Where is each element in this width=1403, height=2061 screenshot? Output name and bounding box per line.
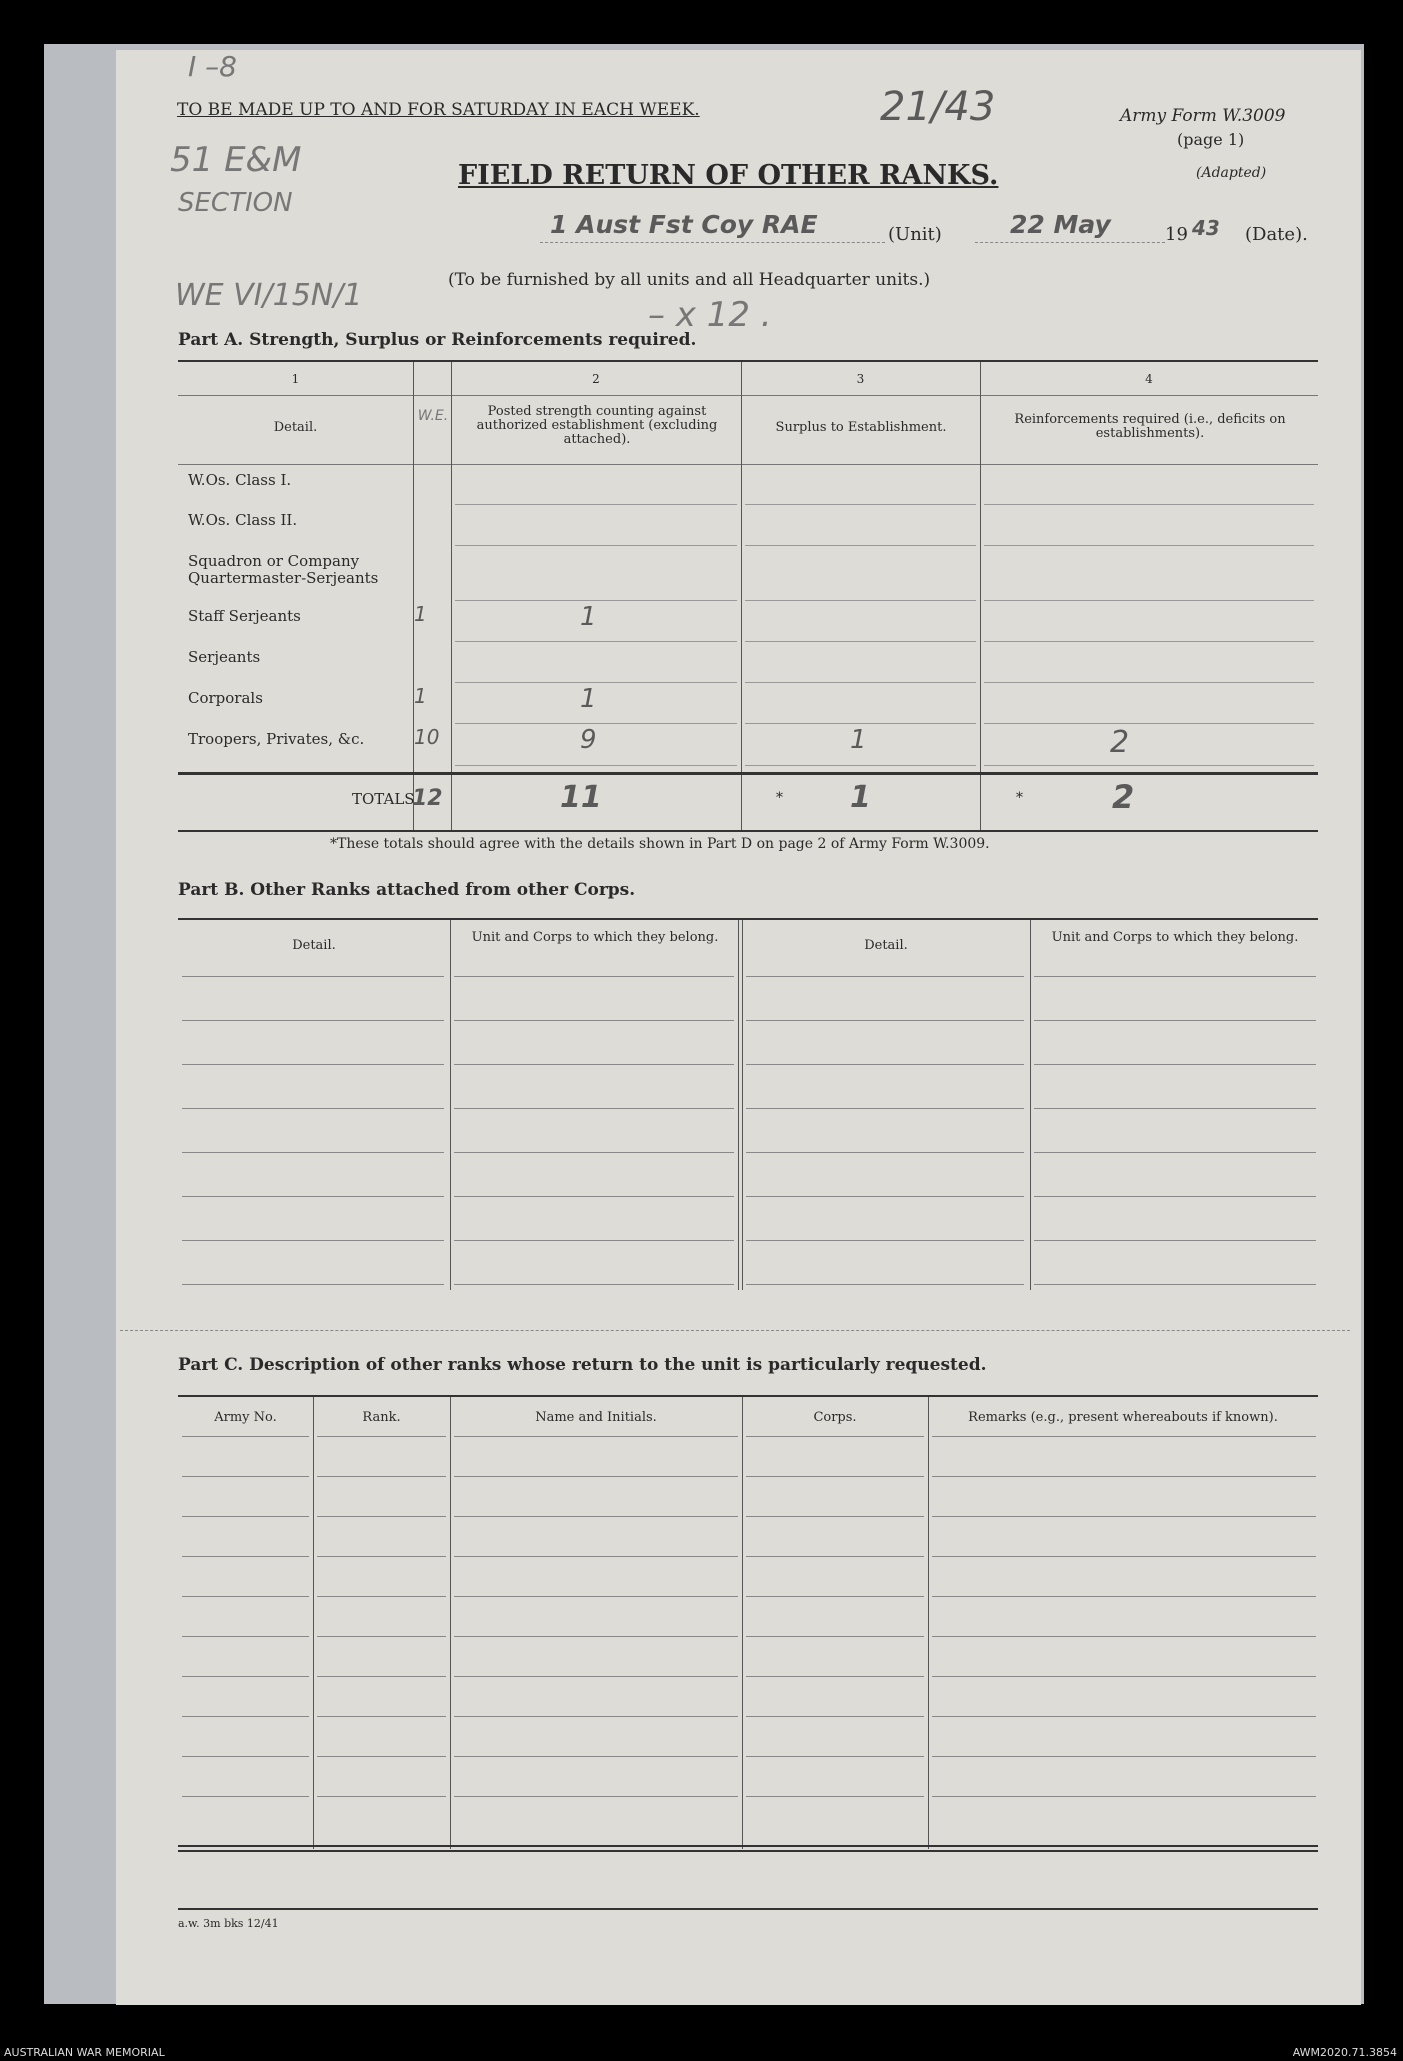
part-c-rule bbox=[932, 1676, 1316, 1677]
part-c-rule bbox=[746, 1556, 924, 1557]
part-c-header-corps: Corps. bbox=[813, 1410, 857, 1425]
row-detail: Serjeants bbox=[188, 648, 261, 666]
part-c-rule bbox=[317, 1716, 446, 1717]
row-rule bbox=[455, 682, 737, 683]
row-rule bbox=[745, 641, 976, 642]
instruction-line: TO BE MADE UP TO AND FOR SATURDAY IN EACH WEEK. bbox=[177, 100, 700, 120]
part-b-rule bbox=[182, 1020, 444, 1021]
part-b-rule bbox=[746, 1152, 1024, 1153]
part-c-header-army-no: Army No. bbox=[214, 1410, 277, 1425]
part-c-rule bbox=[454, 1636, 738, 1637]
part-b-rule bbox=[182, 1064, 444, 1065]
part-c-double-rule-1 bbox=[178, 1845, 1318, 1847]
part-c-rule bbox=[317, 1676, 446, 1677]
part-c-rule bbox=[182, 1436, 309, 1437]
print-code: a.w. 3m bks 12/41 bbox=[178, 1917, 279, 1930]
part-a-header-rule bbox=[178, 464, 1318, 465]
date-field-line bbox=[975, 242, 1165, 243]
handwritten-we-ref: WE VI/15N/1 bbox=[175, 278, 363, 313]
part-b-rule bbox=[1034, 1020, 1316, 1021]
part-c-rule bbox=[932, 1436, 1316, 1437]
part-a-totals-rule bbox=[178, 772, 1318, 775]
part-c-rule bbox=[182, 1716, 309, 1717]
part-b-rule bbox=[1034, 1196, 1316, 1197]
part-b-rule bbox=[182, 1196, 444, 1197]
date-label: (Date). bbox=[1245, 224, 1308, 245]
part-c-rule bbox=[746, 1436, 924, 1437]
part-b-rule bbox=[746, 1020, 1024, 1021]
row-rule bbox=[455, 723, 737, 724]
part-c-rule bbox=[454, 1796, 738, 1797]
part-c-rule bbox=[746, 1716, 924, 1717]
part-c-rule bbox=[317, 1556, 446, 1557]
part-b-rule bbox=[454, 1152, 734, 1153]
part-c-rule bbox=[746, 1516, 924, 1517]
row-detail: Troopers, Privates, &c. bbox=[188, 730, 365, 748]
part-b-rule bbox=[182, 976, 444, 977]
part-c-rule bbox=[182, 1596, 309, 1597]
part-c-rule bbox=[454, 1436, 738, 1437]
part-c-rule bbox=[932, 1716, 1316, 1717]
part-c-rule bbox=[317, 1516, 446, 1517]
col-number-2: 2 bbox=[592, 372, 600, 386]
part-c-rule bbox=[182, 1516, 309, 1517]
part-b-header-detail-2: Detail. bbox=[864, 938, 908, 953]
row-rule bbox=[984, 765, 1314, 766]
part-b-rule bbox=[1034, 1108, 1316, 1109]
part-c-rule bbox=[454, 1596, 738, 1597]
part-a-col-num-rule bbox=[178, 395, 1318, 396]
handwritten-section: 51 E&M bbox=[170, 140, 302, 180]
row-rule bbox=[455, 600, 737, 601]
part-b-header-unit-2: Unit and Corps to which they belong. bbox=[1051, 930, 1299, 945]
row-rule bbox=[745, 600, 976, 601]
header-surplus: Surplus to Establishment. bbox=[775, 420, 947, 435]
part-c-divider-3 bbox=[742, 1397, 743, 1849]
row-rule bbox=[745, 504, 976, 505]
row-posted: 9 bbox=[580, 725, 597, 755]
part-c-rule bbox=[746, 1676, 924, 1677]
part-a-bottom-rule bbox=[178, 830, 1318, 832]
part-c-top-rule bbox=[178, 1395, 1318, 1397]
row-rule bbox=[455, 641, 737, 642]
part-c-rule bbox=[932, 1556, 1316, 1557]
part-b-header-unit-1: Unit and Corps to which they belong. bbox=[471, 930, 719, 945]
part-b-divider-2 bbox=[738, 920, 739, 1290]
part-c-rule bbox=[932, 1796, 1316, 1797]
part-b-rule bbox=[1034, 1064, 1316, 1065]
part-b-rule bbox=[182, 1240, 444, 1241]
form-number: Army Form W.3009 bbox=[1120, 106, 1286, 126]
part-c-divider-4 bbox=[928, 1397, 929, 1849]
totals-we: 12 bbox=[412, 786, 443, 811]
part-c-rule bbox=[454, 1516, 738, 1517]
part-a-we-divider-2 bbox=[451, 362, 452, 832]
row-we: 1 bbox=[414, 684, 427, 708]
part-c-heading: Part C. Description of other ranks whose return to the unit is particularly requested. bbox=[178, 1355, 987, 1375]
totals-label: TOTALS bbox=[352, 790, 415, 808]
row-posted: 1 bbox=[580, 602, 597, 632]
part-c-rule bbox=[317, 1796, 446, 1797]
row-rule bbox=[984, 682, 1314, 683]
part-c-rule bbox=[454, 1716, 738, 1717]
part-c-rule bbox=[182, 1676, 309, 1677]
part-a-top-rule bbox=[178, 360, 1318, 362]
handwritten-year: 43 bbox=[1192, 216, 1220, 240]
row-rule bbox=[745, 545, 976, 546]
part-b-divider-4 bbox=[1030, 920, 1031, 1290]
part-b-divider-1 bbox=[450, 920, 451, 1290]
row-rule bbox=[984, 545, 1314, 546]
part-c-divider-1 bbox=[313, 1397, 314, 1849]
part-b-rule bbox=[746, 976, 1024, 977]
part-c-rule bbox=[746, 1756, 924, 1757]
row-rule bbox=[745, 765, 976, 766]
footer-left: AUSTRALIAN WAR MEMORIAL bbox=[4, 2046, 165, 2059]
part-b-rule bbox=[454, 1108, 734, 1109]
part-c-rule bbox=[746, 1596, 924, 1597]
part-b-rule bbox=[1034, 976, 1316, 977]
part-c-header-remarks: Remarks (e.g., present whereabouts if known). bbox=[968, 1410, 1278, 1425]
header-detail: Detail. bbox=[273, 420, 318, 435]
row-we: 1 bbox=[414, 602, 427, 626]
totals-posted: 11 bbox=[560, 780, 602, 815]
row-detail: Corporals bbox=[188, 689, 263, 707]
part-a-heading: Part A. Strength, Surplus or Reinforcements required. bbox=[178, 330, 697, 350]
part-a-col4-divider bbox=[980, 362, 981, 832]
part-b-rule bbox=[454, 1240, 734, 1241]
part-a-col3-divider bbox=[741, 362, 742, 832]
form-title: FIELD RETURN OF OTHER RANKS. bbox=[458, 160, 999, 191]
part-c-rule bbox=[932, 1756, 1316, 1757]
part-c-rule bbox=[317, 1596, 446, 1597]
handwritten-top-mark: I –8 bbox=[188, 50, 237, 83]
part-b-heading: Part B. Other Ranks attached from other Corps. bbox=[178, 880, 636, 900]
part-c-header-name: Name and Initials. bbox=[535, 1410, 657, 1425]
col-number-1: 1 bbox=[291, 372, 300, 386]
part-b-rule bbox=[454, 1196, 734, 1197]
handwritten-date: 22 May bbox=[1010, 210, 1111, 239]
row-we: 10 bbox=[414, 725, 440, 749]
part-b-header-detail-1: Detail. bbox=[292, 938, 336, 953]
row-rule bbox=[455, 765, 737, 766]
handwritten-section-sub: SECTION bbox=[178, 188, 293, 218]
part-b-rule bbox=[1034, 1152, 1316, 1153]
part-c-rule bbox=[317, 1636, 446, 1637]
header-reinforcements: Reinforcements required (i.e., deficits on establishments). bbox=[1014, 412, 1286, 441]
part-c-rule bbox=[454, 1756, 738, 1757]
unit-field-line bbox=[540, 242, 885, 243]
furnish-note: (To be furnished by all units and all Headquarter units.) bbox=[448, 270, 931, 290]
col-number-4: 4 bbox=[1145, 372, 1153, 386]
part-c-rule bbox=[317, 1756, 446, 1757]
part-c-rule bbox=[932, 1596, 1316, 1597]
totals-reinf-asterisk: * bbox=[1016, 790, 1023, 806]
part-b-rule bbox=[1034, 1284, 1316, 1285]
row-rule bbox=[984, 641, 1314, 642]
part-c-rule bbox=[746, 1476, 924, 1477]
part-c-rule bbox=[932, 1516, 1316, 1517]
totals-surplus: 1 bbox=[850, 780, 871, 815]
part-b-rule bbox=[746, 1108, 1024, 1109]
part-c-rule bbox=[454, 1476, 738, 1477]
part-a-we-divider bbox=[413, 362, 414, 832]
part-b-rule bbox=[454, 976, 734, 977]
part-c-rule bbox=[182, 1556, 309, 1557]
part-c-rule bbox=[746, 1636, 924, 1637]
row-rule bbox=[984, 600, 1314, 601]
row-rule bbox=[984, 504, 1314, 505]
part-c-rule bbox=[317, 1476, 446, 1477]
col-number-3: 3 bbox=[856, 372, 865, 386]
part-c-rule bbox=[454, 1556, 738, 1557]
totals-reinf: 2 bbox=[1112, 778, 1135, 816]
part-c-rule bbox=[454, 1676, 738, 1677]
part-c-double-rule-2 bbox=[178, 1850, 1318, 1852]
part-b-rule bbox=[454, 1284, 734, 1285]
part-c-rule bbox=[932, 1476, 1316, 1477]
footer-right: AWM2020.71.3854 bbox=[1292, 2046, 1397, 2059]
part-b-rule bbox=[746, 1064, 1024, 1065]
handwritten-ref-number: 21/43 bbox=[880, 84, 996, 130]
adapted-label: (Adapted) bbox=[1196, 165, 1267, 181]
part-c-rule bbox=[182, 1756, 309, 1757]
header-posted: Posted strength counting against authorized establishment (excluding attached). bbox=[476, 404, 718, 447]
totals-surplus-asterisk: * bbox=[776, 790, 783, 806]
part-b-rule bbox=[182, 1284, 444, 1285]
page-number: (page 1) bbox=[1177, 130, 1245, 149]
part-b-rule bbox=[746, 1284, 1024, 1285]
header-we: W.E. bbox=[417, 408, 449, 424]
part-c-rule bbox=[932, 1636, 1316, 1637]
row-rule bbox=[984, 723, 1314, 724]
part-b-rule bbox=[746, 1240, 1024, 1241]
row-rule bbox=[745, 723, 976, 724]
row-rule bbox=[455, 545, 737, 546]
part-c-rule bbox=[182, 1796, 309, 1797]
part-b-rule bbox=[182, 1152, 444, 1153]
part-c-bottom-rule bbox=[178, 1908, 1318, 1910]
row-detail: Squadron or Company Quartermaster-Serjeants bbox=[188, 552, 379, 587]
row-detail: Staff Serjeants bbox=[188, 607, 301, 625]
row-surplus: 1 bbox=[850, 725, 867, 755]
part-b-rule bbox=[1034, 1240, 1316, 1241]
row-posted: 1 bbox=[580, 684, 597, 714]
unit-label: (Unit) bbox=[888, 224, 942, 245]
part-b-rule bbox=[454, 1064, 734, 1065]
part-c-rule bbox=[182, 1476, 309, 1477]
part-c-rule bbox=[317, 1436, 446, 1437]
part-b-rule bbox=[454, 1020, 734, 1021]
part-c-header-rank: Rank. bbox=[362, 1410, 401, 1425]
row-rule bbox=[455, 504, 737, 505]
row-rule bbox=[745, 682, 976, 683]
row-detail: W.Os. Class I. bbox=[188, 471, 292, 489]
row-detail: W.Os. Class II. bbox=[188, 511, 298, 529]
part-b-top-rule bbox=[178, 918, 1318, 920]
handwritten-unit: 1 Aust Fst Coy RAE bbox=[550, 210, 818, 239]
part-c-rule bbox=[182, 1636, 309, 1637]
part-a-footnote: *These totals should agree with the details shown in Part D on page 2 of Army Form W.3009. bbox=[330, 836, 990, 852]
row-reinf: 2 bbox=[1110, 725, 1130, 760]
handwritten-x12: – x 12 . bbox=[648, 295, 772, 335]
cut-line bbox=[120, 1330, 1350, 1331]
part-b-rule bbox=[746, 1196, 1024, 1197]
part-b-divider-3 bbox=[742, 920, 743, 1290]
part-c-rule bbox=[746, 1796, 924, 1797]
year-prefix: 19 bbox=[1165, 224, 1188, 245]
part-b-rule bbox=[182, 1108, 444, 1109]
part-c-divider-2 bbox=[450, 1397, 451, 1849]
